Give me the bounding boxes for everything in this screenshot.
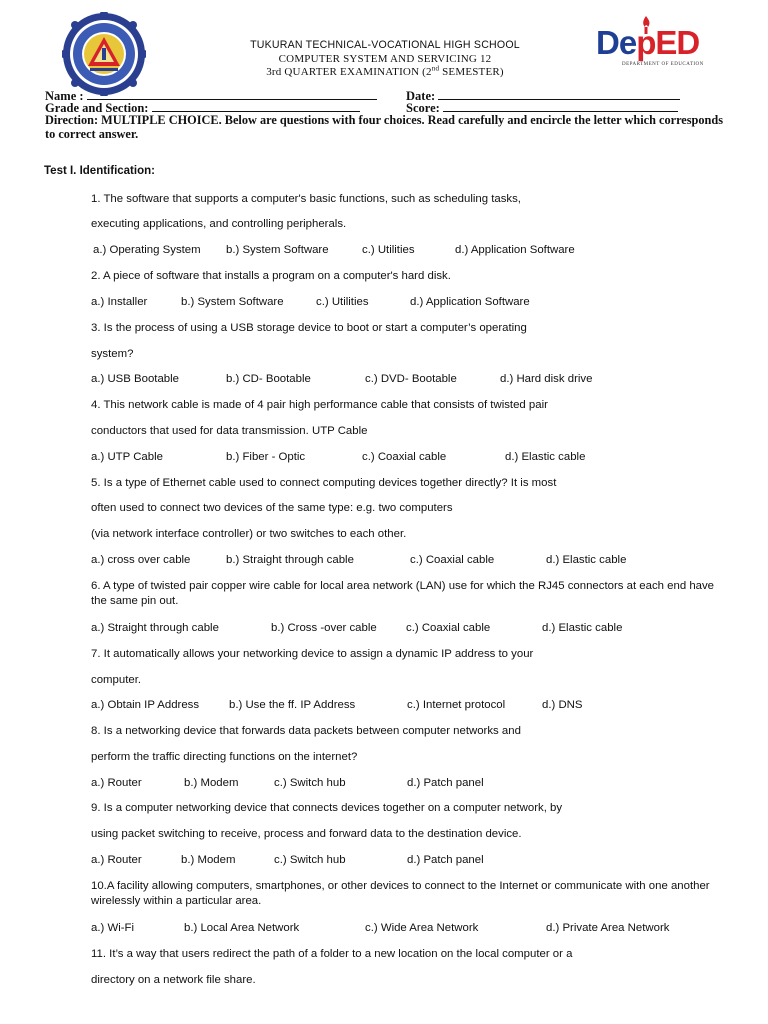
question-5-option-a[interactable]: a.) cross over cable [91, 554, 191, 566]
question-5-option-c[interactable]: c.) Coaxial cable [410, 554, 495, 566]
question-8-option-d[interactable]: d.) Patch panel [407, 777, 484, 789]
question-1-option-d[interactable]: d.) Application Software [455, 244, 575, 256]
question-7-option-d[interactable]: d.) DNS [542, 699, 583, 711]
question-4-option-b[interactable]: b.) Fiber - Optic [226, 451, 306, 463]
question-10-option-a[interactable]: a.) Wi-Fi [91, 922, 135, 934]
question-7-line-2: computer. [91, 674, 142, 686]
question-4-option-d[interactable]: d.) Elastic cable [505, 451, 586, 463]
question-9-option-a[interactable]: a.) Router [91, 854, 142, 866]
question-4-line-1: 4. This network cable is made of 4 pair high performance cable that consists of twisted pair [91, 399, 548, 411]
question-11-line-2: directory on a network file share. [91, 974, 256, 986]
question-4-option-a[interactable]: a.) UTP Cable [91, 451, 163, 463]
exam-header [200, 39, 570, 80]
date-line[interactable] [438, 88, 680, 100]
question-10-option-d[interactable]: d.) Private Area Network [546, 922, 670, 934]
question-9-line-1: 9. Is a computer networking device that connects devices together on a computer network, by [91, 802, 563, 814]
question-3-option-a[interactable]: a.) USB Bootable [91, 373, 180, 385]
deped-logo-wordmark: DepED [596, 24, 700, 61]
directions-text: Direction: MULTIPLE CHOICE. Below are questions with four choices. Read carefully and encircle the letter which corresponds to correct answer. [45, 113, 723, 141]
question-8-option-b[interactable]: b.) Modem [184, 777, 239, 789]
question-1-option-b[interactable]: b.) System Software [226, 244, 329, 256]
question-10-option-b[interactable]: b.) Local Area Network [184, 922, 300, 934]
question-2-option-c[interactable]: c.) Utilities [316, 296, 369, 308]
score-line[interactable] [443, 100, 678, 112]
test-title: Test I. Identification: [44, 165, 155, 177]
subject-title: COMPUTER SYSTEM AND SERVICING 12 [278, 52, 492, 65]
question-6-text: 6. A type of twisted pair copper wire cable for local area network (LAN) use for which the RJ45 connectors at each end have the same pin out. [91, 580, 715, 607]
question-11-line-1: 11. It’s a way that users redirect the path of a folder to a new location on the local computer or a [91, 948, 573, 960]
question-7-option-a[interactable]: a.) Obtain IP Address [91, 699, 200, 711]
question-6-option-b[interactable]: b.) Cross -over cable [271, 622, 377, 634]
question-8-line-1: 8. Is a networking device that forwards data packets between computer networks and [91, 725, 521, 737]
name-line[interactable] [87, 88, 377, 100]
question-3-line-1: 3. Is the process of using a USB storage device to boot or start a computer’s operating [91, 322, 527, 334]
question-5-line-2: often used to connect two devices of the same type: e.g. two computers [91, 502, 453, 514]
school-seal-logo [62, 12, 146, 96]
exam-title: 3rd QUARTER EXAMINATION (2nd SEMESTER) [266, 64, 504, 78]
question-9-option-b[interactable]: b.) Modem [181, 854, 236, 866]
question-3-line-2: system? [91, 348, 134, 360]
question-2-option-a[interactable]: a.) Installer [91, 296, 148, 308]
question-8-line-2: perform the traffic directing functions on the internet? [91, 751, 358, 763]
school-name: TUKURAN TECHNICAL-VOCATIONAL HIGH SCHOOL [250, 39, 520, 51]
question-5-line-3: (via network interface controller) or two switches to each other. [91, 528, 407, 540]
question-1-option-a[interactable]: a.) Operating System [93, 244, 201, 256]
question-1-option-c[interactable]: c.) Utilities [362, 244, 415, 256]
question-2-option-d[interactable]: d.) Application Software [410, 296, 530, 308]
deped-logo-subtitle: DEPARTMENT OF EDUCATION [622, 62, 704, 67]
question-5-option-b[interactable]: b.) Straight through cable [226, 554, 354, 566]
question-4-line-2: conductors that used for data transmission. UTP Cable [91, 425, 368, 437]
deped-logo [596, 16, 706, 74]
question-1-line-2: executing applications, and controlling peripherals. [91, 218, 347, 230]
question-9-line-2: using packet switching to receive, process and forward data to the destination device. [91, 828, 522, 840]
question-6-option-d[interactable]: d.) Elastic cable [542, 622, 623, 634]
question-9-option-c[interactable]: c.) Switch hub [274, 854, 346, 866]
question-10-text: 10.A facility allowing computers, smartphones, or other devices to connect to the Internet or communicate with one another wirelessly within a particular area. [91, 880, 710, 907]
date-label: Date: [406, 89, 436, 103]
question-4-option-c[interactable]: c.) Coaxial cable [362, 451, 447, 463]
question-2-option-b[interactable]: b.) System Software [181, 296, 284, 308]
question-6-option-c[interactable]: c.) Coaxial cable [406, 622, 491, 634]
question-7-option-c[interactable]: c.) Internet protocol [407, 699, 506, 711]
grade-section-label: Grade and Section: [45, 101, 149, 115]
question-2-line-1: 2. A piece of software that installs a program on a computer's hard disk. [91, 270, 451, 282]
question-8-option-a[interactable]: a.) Router [91, 777, 142, 789]
score-label: Score: [406, 101, 440, 115]
question-3-option-b[interactable]: b.) CD- Bootable [226, 373, 311, 385]
grade-section-line[interactable] [152, 100, 360, 112]
question-3-option-d[interactable]: d.) Hard disk drive [500, 373, 593, 385]
question-5-line-1: 5. Is a type of Ethernet cable used to connect computing devices together directly? It is most [91, 477, 557, 489]
question-9-option-d[interactable]: d.) Patch panel [407, 854, 484, 866]
question-7-line-1: 7. It automatically allows your networking device to assign a dynamic IP address to your [91, 648, 534, 660]
question-7-option-b[interactable]: b.) Use the ff. IP Address [229, 699, 356, 711]
question-1-line-1: 1. The software that supports a computer's basic functions, such as scheduling tasks, [91, 193, 521, 205]
name-label: Name : [45, 89, 84, 103]
question-5-option-d[interactable]: d.) Elastic cable [546, 554, 627, 566]
question-6-option-a[interactable]: a.) Straight through cable [91, 622, 219, 634]
question-8-option-c[interactable]: c.) Switch hub [274, 777, 346, 789]
question-3-option-c[interactable]: c.) DVD- Bootable [365, 373, 457, 385]
question-10-option-c[interactable]: c.) Wide Area Network [365, 922, 479, 934]
